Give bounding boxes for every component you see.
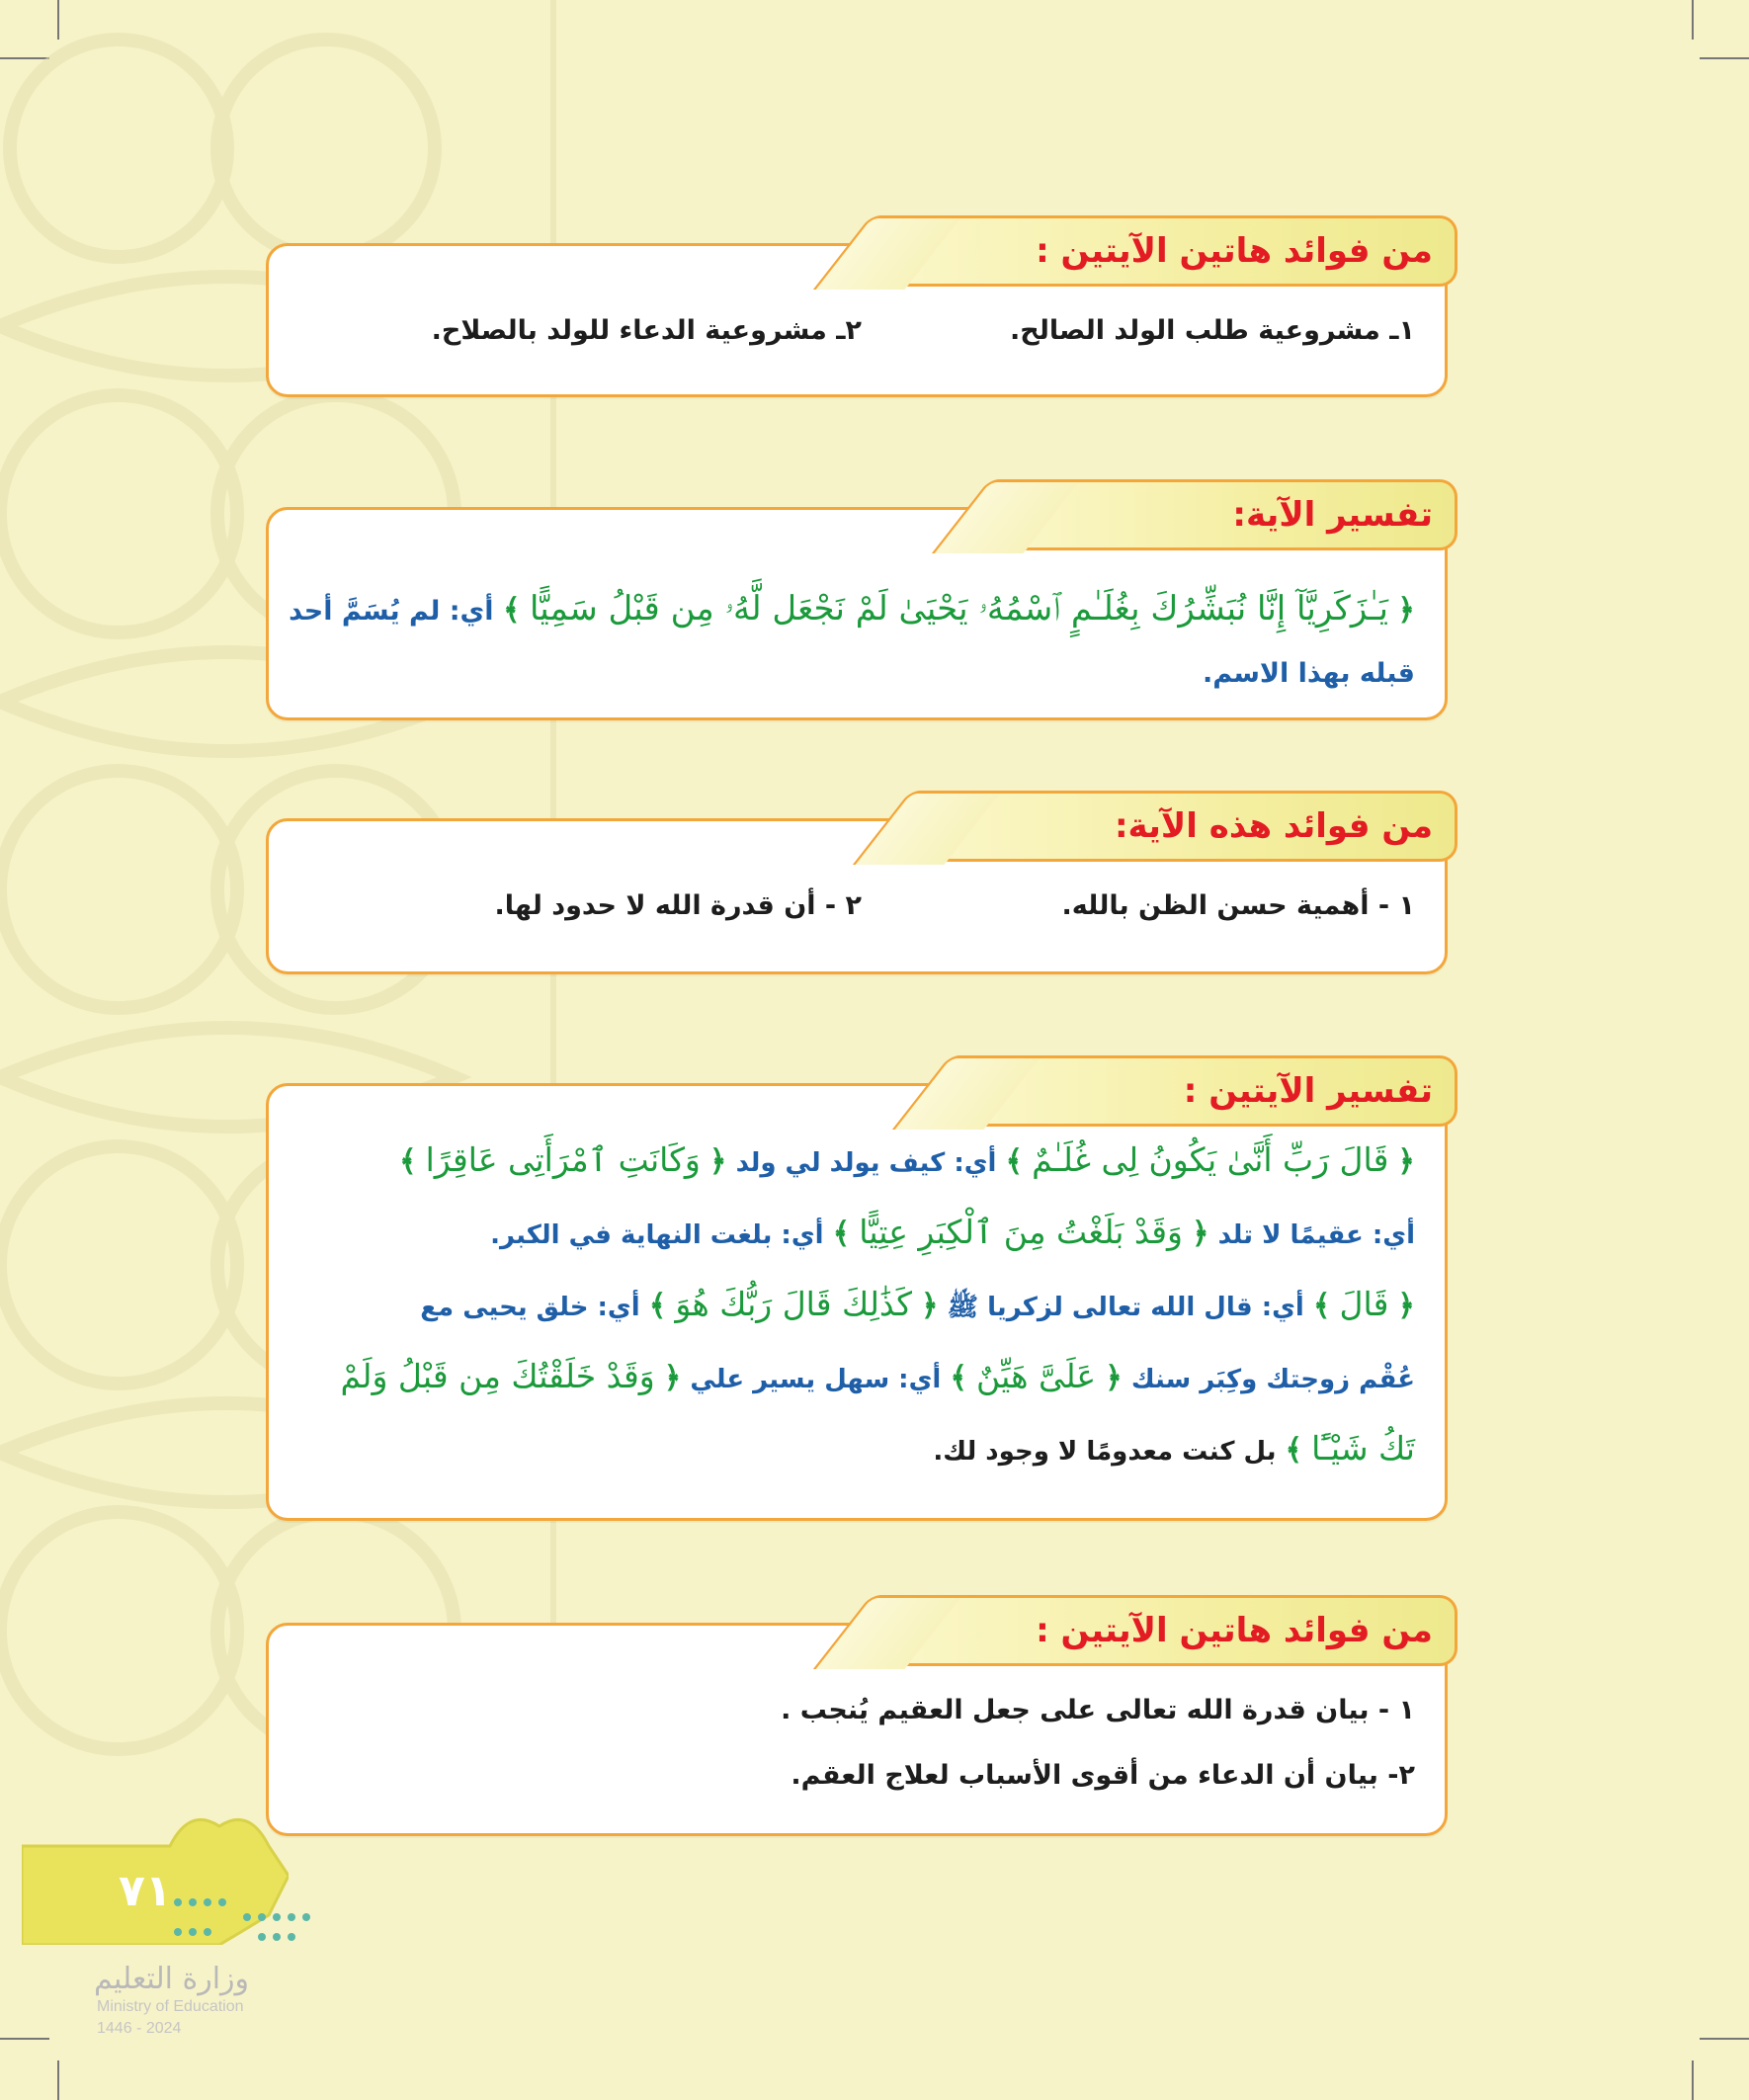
bracket-close: ﴾: [648, 1289, 667, 1323]
bracket-close: ﴾: [1312, 1289, 1331, 1323]
benefit-item: ١ - أهمية حسن الظن بالله.: [1061, 890, 1415, 921]
verse-explanation: أي: سهل يسير علي: [690, 1365, 942, 1394]
section-header-1: [884, 215, 1458, 287]
section-header-3: [924, 791, 1458, 862]
bracket-close: ﴾: [398, 1144, 417, 1179]
section-title: تفسير الآيتين :: [1183, 1071, 1433, 1111]
verse-explanation: أي: قال الله تعالى لزكريا ﷺ: [947, 1293, 1304, 1322]
quran-verse: وَكَانَتِ ٱمْرَأَتِى عَاقِرًا: [425, 1140, 701, 1179]
verse-explanation: أي: عقيمًا لا تلد: [1217, 1220, 1415, 1250]
verse-explanation: بل كنت معدومًا لا وجود لك.: [933, 1437, 1277, 1467]
quran-verse: وَقَدْ خَلَقْتُكَ مِن قَبْلُ وَلَمْ: [340, 1357, 655, 1395]
verse-explanation-cont: قبله بهذا الاسم.: [1202, 658, 1415, 689]
quran-verse: يَـٰزَكَرِيَّآ إِنَّا نُبَشِّرُكَ بِغُلَـٰمٍ ٱسْمُهُۥ يَحْيَىٰ لَمْ نَجْعَل لَّهُۥ مِن قَبْلُ سَمِيًّا: [529, 589, 1389, 629]
section-title: تفسير الآية:: [1232, 495, 1433, 535]
bracket-open: ﴿: [663, 1361, 682, 1395]
verse-line: [289, 589, 1415, 629]
bracket-close: ﴾: [502, 593, 521, 628]
ministry-name-ar: وزارة التعليم: [94, 1962, 250, 1996]
tafsir-line-2: [298, 1198, 1415, 1270]
ministry-name-en: Ministry of Education: [97, 1998, 244, 2015]
bracket-open: ﴿: [1397, 1144, 1415, 1179]
crop-mark: [1692, 0, 1694, 40]
quran-verse: عَلَىَّ هَيِّنٌ: [976, 1357, 1097, 1395]
quran-verse: كَذَٰلِكَ قَالَ رَبُّكَ هُوَ: [675, 1285, 912, 1323]
verse-explanation: أي: بلغت النهاية في الكبر.: [490, 1220, 824, 1250]
bracket-close: ﴾: [832, 1217, 851, 1251]
tafsir-card-2: [266, 1083, 1448, 1521]
ministry-dots-logo-icon: [168, 1892, 326, 1952]
benefit-item: ٢- بيان أن الدعاء من أقوى الأسباب لعلاج العقم.: [791, 1760, 1415, 1791]
verse-explanation: أي: خلق يحيى مع: [420, 1293, 640, 1322]
tafsir-line-1: [298, 1126, 1415, 1198]
benefit-item: ١ـ مشروعية طلب الولد الصالح.: [1009, 315, 1415, 346]
bracket-open: ﴿: [1397, 593, 1415, 628]
section-title: من فوائد هاتين الآيتين :: [1036, 231, 1433, 271]
section-header-2: [1003, 479, 1458, 550]
section-title: من فوائد هاتين الآيتين :: [1036, 1611, 1433, 1650]
bracket-close: ﴾: [1285, 1433, 1303, 1468]
tafsir-line-3: [298, 1270, 1415, 1342]
benefit-item: ٢ـ مشروعية الدعاء للولد بالصلاح.: [431, 315, 862, 346]
crop-mark: [1700, 2038, 1749, 2040]
tafsir-line-4: [298, 1342, 1415, 1414]
crop-mark: [1700, 57, 1749, 59]
bracket-close: ﴾: [950, 1361, 967, 1395]
crop-mark: [1692, 2060, 1694, 2100]
bracket-open: ﴿: [1397, 1289, 1415, 1323]
quran-verse: وَقَدْ بَلَغْتُ مِنَ ٱلْكِبَرِ عِتِيًّا: [859, 1213, 1183, 1251]
section-header-4: [963, 1055, 1458, 1127]
quran-verse: قَالَ: [1339, 1285, 1389, 1323]
bracket-open: ﴿: [1105, 1361, 1123, 1395]
bracket-open: ﴿: [708, 1144, 727, 1179]
tafsir-paragraph: [298, 1126, 1415, 1486]
verse-explanation: أي: كيف يولد لي ولد: [735, 1148, 997, 1178]
bracket-close: ﴾: [1005, 1144, 1024, 1179]
quran-verse: تَكُ شَيْـًٔا: [1311, 1429, 1415, 1468]
tafsir-line-5: [298, 1414, 1415, 1486]
verse-explanation: أي: لم يُسَمَّ أحد: [289, 596, 494, 627]
verse-explanation: عُقْم زوجتك وكِبَر سنك: [1130, 1365, 1415, 1394]
bracket-open: ﴿: [1192, 1217, 1209, 1251]
quran-verse: قَالَ رَبِّ أَنَّىٰ يَكُونُ لِى غُلَـٰمٌ: [1032, 1140, 1389, 1179]
section-header-5: [884, 1595, 1458, 1666]
ministry-year: 2024 - 1446: [97, 2020, 182, 2037]
bracket-open: ﴿: [920, 1289, 939, 1323]
page-number: ٧١: [119, 1866, 172, 1916]
section-title: من فوائد هذه الآية:: [1114, 806, 1433, 846]
benefit-item: ٢ - أن قدرة الله لا حدود لها.: [494, 890, 862, 921]
benefit-item: ١ - بيان قدرة الله تعالى على جعل العقيم يُنجب .: [781, 1695, 1415, 1725]
